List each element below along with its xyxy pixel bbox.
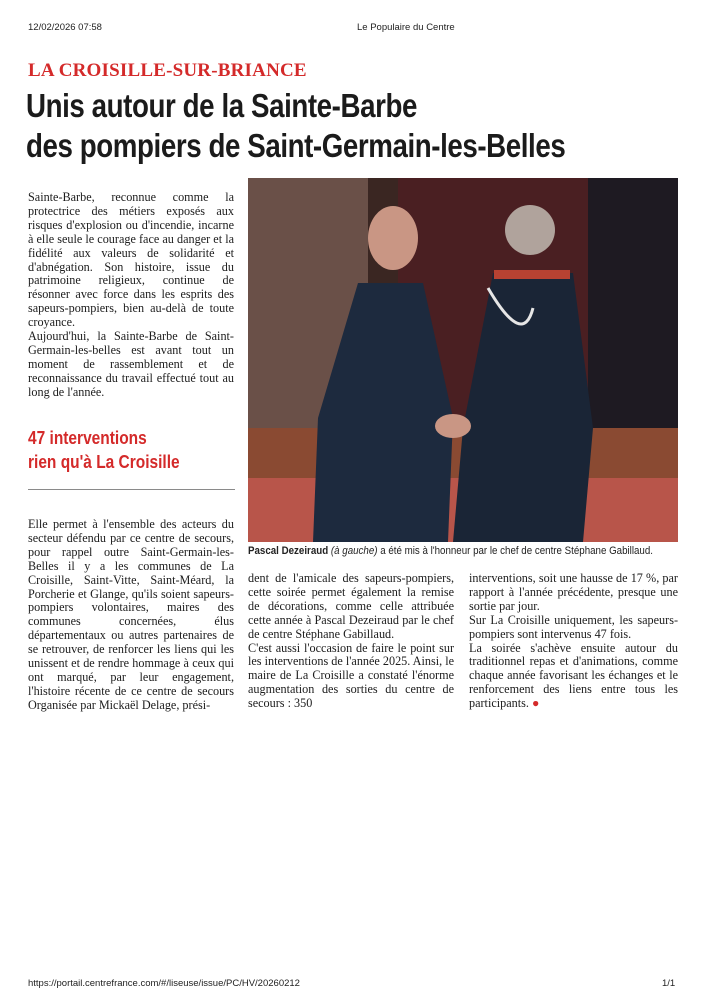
print-page-number: 1/1	[662, 978, 676, 989]
body-paragraph: dent de l'amicale des sapeurs-pompiers, cette soirée permet également la remise de décorations, comme celle attribuée cette année à Pascal Dezeiraud par le chef de centre Stéphane Gabillaud.	[248, 571, 454, 641]
headline-line-1: Unis autour de la Sainte-Barbe	[26, 87, 417, 124]
caption-position: (à gauche)	[330, 545, 378, 557]
body-paragraph: Elle permet à l'ensemble des acteurs du secteur défendu par ce centre de secours, pour rappel outre Saint-Germain-les-Belles il y a les communes de La Croisille, Saint-Vitte, Saint-Méard, la Porcherie et Glange, qu'ils soient sapeurs-pompiers volontaires, maires des communes concernées, élus départementaux ou autres partenaires de se retrouver, de renforcer les liens qui les unissent et de rendre hommage à ceux qui ont marqué, par leur engagement, l'histoire récente de ce centre de secours Organisée par Mickaël Delage, prési-	[28, 517, 234, 712]
lead-column	[28, 191, 234, 400]
body-paragraph: C'est aussi l'occasion de faire le point sur les interventions de l'année 2025. Ainsi, le maire de La Croisille a constaté l'énorme augmentation des sorties du centre de secours : 350	[248, 640, 454, 711]
subhead-line-1: 47 interventions	[28, 428, 147, 448]
article-headline	[26, 86, 580, 166]
subhead-divider	[28, 489, 235, 490]
print-url: https://portail.centrefrance.com/#/liseuse/issue/PC/HV/20260212	[28, 978, 300, 989]
print-publication: Le Populaire du Centre	[357, 22, 455, 33]
final-paragraph-text: La soirée s'achève ensuite autour du traditionnel repas et d'animations, comme chaque année favorisant les échanges et le renforcement des liens entre tous les participants.	[469, 640, 678, 711]
end-mark-icon: ●	[531, 696, 540, 711]
body-column-3	[469, 572, 678, 711]
print-datetime: 12/02/2026 07:58	[28, 22, 102, 33]
lead-paragraph: Aujourd'hui, la Sainte-Barbe de Saint-Germain-les-belles est avant tout un moment de rassemblement et de reconnaissance du travail effectué tout au long de l'année.	[28, 329, 234, 399]
body-column-2	[248, 572, 454, 711]
article-subhead	[28, 426, 217, 474]
article-photo	[248, 178, 678, 542]
body-column-1	[28, 518, 234, 713]
photo-illustration	[248, 178, 678, 542]
body-paragraph-final	[469, 642, 678, 712]
body-paragraph: Sur La Croisille uniquement, les sapeurs-pompiers sont intervenus 47 fois.	[469, 612, 678, 641]
caption-person-name: Pascal Dezeiraud	[248, 545, 329, 557]
lead-paragraph: Sainte-Barbe, reconnue comme la protectrice des métiers exposés aux risques d'explosion ou d'incendie, incarne à elle seule le courage face au danger et la fidélité aux valeurs de solidarité et d'abnégation. Son histoire, issue du patrimoine religieux, continue de résonner avec force dans les esprits des sapeurs-pompiers, bien au-delà de toute croyance.	[28, 190, 234, 330]
photo-caption	[248, 545, 653, 558]
article-kicker: LA CROISILLE-SUR-BRIANCE	[28, 60, 307, 81]
headline-line-2: des pompiers de Saint-Germain-les-Belles	[26, 127, 566, 164]
body-paragraph: interventions, soit une hausse de 17 %, par rapport à l'année précédente, presque une sortie par jour.	[469, 571, 678, 613]
subhead-line-2: rien qu'à La Croisille	[28, 452, 180, 472]
caption-text: a été mis à l'honneur par le chef de centre Stéphane Gabillaud.	[377, 545, 653, 557]
